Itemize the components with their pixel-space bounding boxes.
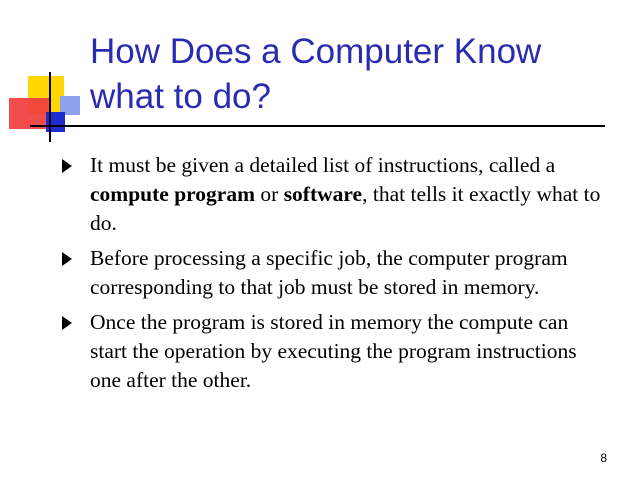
bold-term: compute program — [90, 182, 256, 206]
title-underline-rule — [30, 125, 605, 127]
text-run: It must be given a detailed list of instructions, called a — [90, 153, 556, 177]
text-run: Once the program is stored in memory the compute can start the operation by executing the program instructions one after the other. — [90, 310, 577, 392]
bullet-text — [90, 153, 600, 235]
bullet-item — [62, 308, 602, 395]
bullet-text — [90, 310, 577, 392]
bold-term: software — [283, 182, 363, 206]
page-number: 8 — [600, 451, 607, 465]
bullet-item — [62, 151, 602, 238]
text-run: , that tells it exactly what to do. — [90, 182, 601, 235]
bullet-arrow-icon — [62, 159, 72, 173]
decorative-squares-logo — [0, 0, 100, 150]
text-run: or — [255, 182, 284, 206]
bullet-item — [62, 244, 602, 302]
bullet-list — [62, 151, 602, 401]
bullet-arrow-icon — [62, 252, 72, 266]
bullet-arrow-icon — [62, 316, 72, 330]
bullet-text — [90, 246, 568, 299]
text-run: Before processing a specific job, the computer program corresponding to that job must be stored in memory. — [90, 246, 568, 299]
logo-vertical-line — [49, 72, 51, 142]
slide-title: How Does a Computer Know what to do? — [90, 32, 542, 116]
